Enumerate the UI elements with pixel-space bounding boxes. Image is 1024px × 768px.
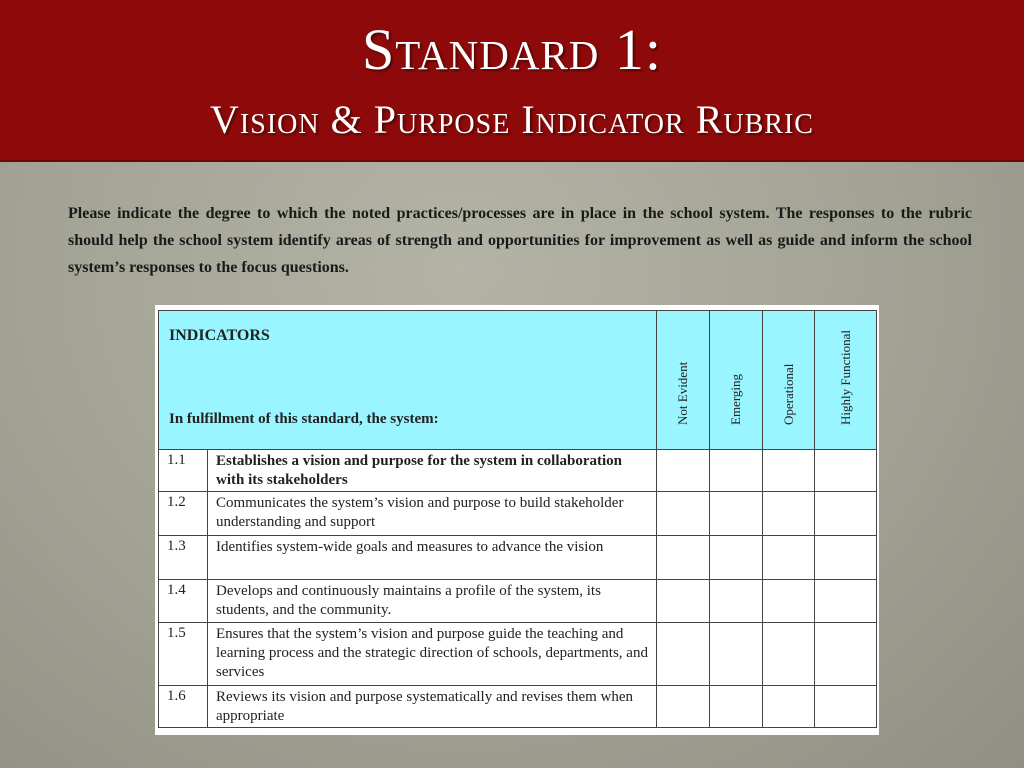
rating-cell[interactable]: [657, 580, 710, 623]
rating-cell[interactable]: [815, 686, 877, 728]
rating-header-operational: [763, 311, 815, 450]
indicators-label: INDICATORS: [169, 327, 270, 344]
indicator-text: Ensures that the system’s vision and purpose guide the teaching and learning process and the strategic direction of schools, departments, and services: [208, 623, 657, 686]
table-row: [159, 623, 877, 686]
rubric-sheet: [155, 305, 879, 735]
rating-cell[interactable]: [763, 623, 815, 686]
indicator-number: 1.5: [159, 623, 208, 686]
indicator-number: 1.4: [159, 580, 208, 623]
rating-label: Highly Functional: [837, 330, 853, 425]
rating-cell[interactable]: [710, 686, 763, 728]
indicators-header: [159, 311, 657, 450]
rubric-table: [158, 310, 877, 728]
slide-subtitle: Vision & Purpose Indicator Rubric: [210, 97, 814, 142]
indicator-number: 1.2: [159, 492, 208, 536]
rating-label: Operational: [780, 363, 796, 425]
indicator-number: 1.3: [159, 536, 208, 580]
rating-cell[interactable]: [657, 536, 710, 580]
fulfillment-label: In fulfillment of this standard, the system:: [169, 411, 439, 427]
indicator-text: Develops and continuously maintains a profile of the system, its students, and the community.: [208, 580, 657, 623]
rating-cell[interactable]: [763, 536, 815, 580]
rating-cell[interactable]: [815, 623, 877, 686]
rating-cell[interactable]: [657, 686, 710, 728]
title-banner: [0, 0, 1024, 162]
intro-paragraph: Please indicate the degree to which the noted practices/processes are in place in the school system. The responses to the rubric should help the school system identify areas of strength and opportunities for improvement as well as guide and inform the school system’s responses to the focus questions.: [68, 205, 972, 276]
rating-header-not-evident: [657, 311, 710, 450]
rating-cell[interactable]: [815, 536, 877, 580]
rating-cell[interactable]: [710, 492, 763, 536]
rating-cell[interactable]: [763, 450, 815, 492]
rating-cell[interactable]: [657, 623, 710, 686]
table-row: [159, 492, 877, 536]
table-row: [159, 536, 877, 580]
rating-cell[interactable]: [657, 450, 710, 492]
table-row: [159, 450, 877, 492]
indicator-text: Identifies system-wide goals and measures to advance the vision: [208, 536, 657, 580]
rating-header-highly-functional: [815, 311, 877, 450]
rating-cell[interactable]: [710, 536, 763, 580]
rating-cell[interactable]: [710, 623, 763, 686]
rating-cell[interactable]: [763, 492, 815, 536]
indicator-text: Communicates the system’s vision and purpose to build stakeholder understanding and support: [208, 492, 657, 536]
rating-cell[interactable]: [763, 580, 815, 623]
rating-cell[interactable]: [763, 686, 815, 728]
rating-header-emerging: [710, 311, 763, 450]
rubric-header-row: [159, 311, 877, 450]
indicator-number: 1.6: [159, 686, 208, 728]
indicator-text: Establishes a vision and purpose for the system in collaboration with its stakeholders: [208, 450, 657, 492]
table-row: [159, 686, 877, 728]
rating-cell[interactable]: [815, 450, 877, 492]
rating-cell[interactable]: [815, 580, 877, 623]
rating-cell[interactable]: [657, 492, 710, 536]
table-row: [159, 580, 877, 623]
rating-label: Emerging: [728, 373, 743, 425]
indicator-number: 1.1: [159, 450, 208, 492]
slide-title: Standard 1:: [361, 17, 663, 82]
rating-cell[interactable]: [710, 450, 763, 492]
indicator-text: Reviews its vision and purpose systematically and revises them when appropriate: [208, 686, 657, 728]
rating-cell[interactable]: [710, 580, 763, 623]
rating-label: Not Evident: [675, 361, 690, 425]
rating-cell[interactable]: [815, 492, 877, 536]
